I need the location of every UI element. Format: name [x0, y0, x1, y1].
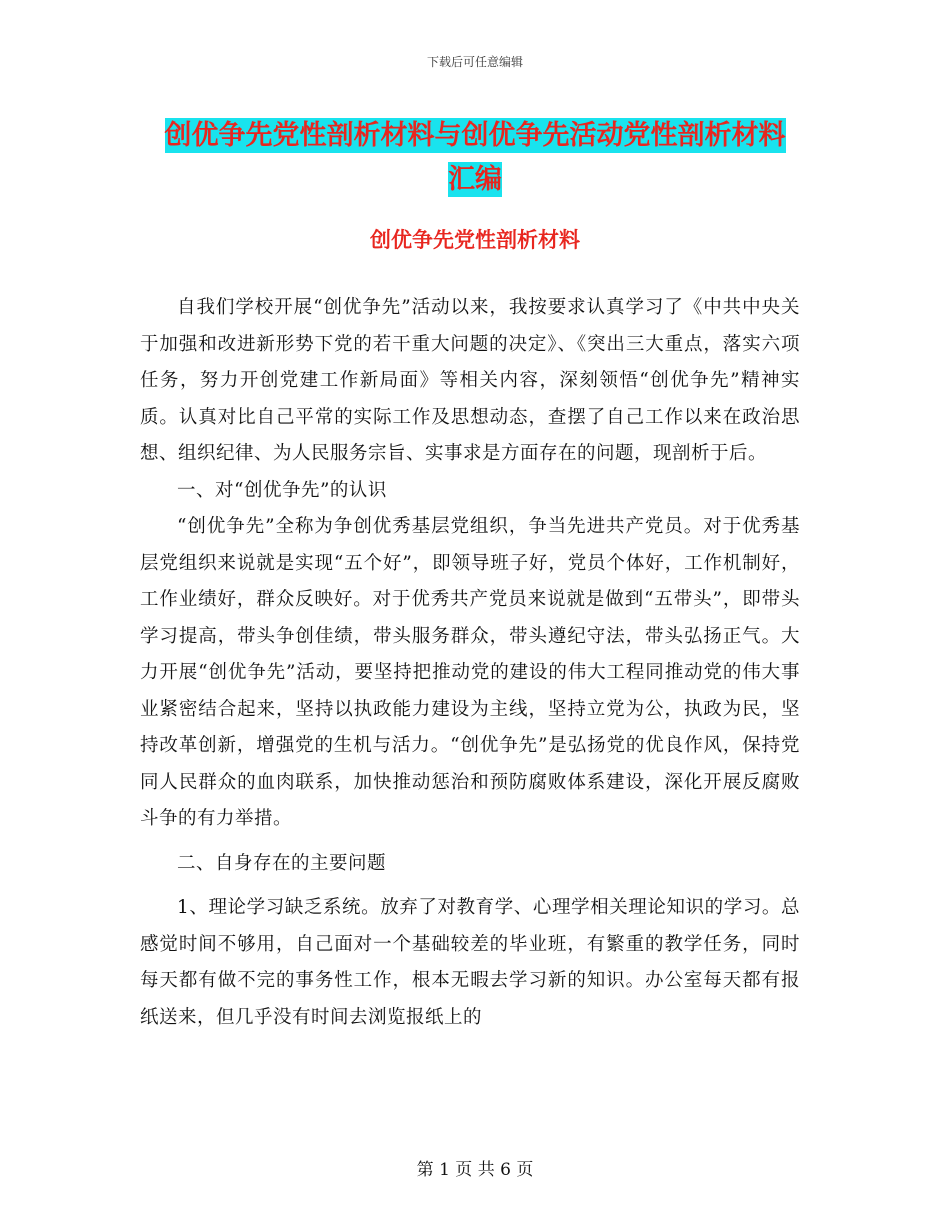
current-page-number: 1 [439, 1160, 450, 1180]
document-title-line-1 [0, 113, 950, 152]
heading-problems: 二、自身存在的主要问题 [177, 852, 387, 874]
header-note: 下载后可任意编辑 [426, 55, 523, 69]
heading-understanding: 一、对“创优争先”的认识 [177, 479, 387, 501]
paragraph-problem-1: 1、理论学习缺乏系统。放弃了对教育学、心理学相关理论知识的学习。总感觉时间不够用，自己面对一个基础较差的毕业班，有繁重的教学任务，同时每天都有做不完的事务性工作，根本无暇去学习新的知识。办公室每天都有报纸送来，但几乎没有时间去浏览报纸上的 [140, 897, 800, 1028]
paragraph-intro: 自我们学校开展“创优争先”活动以来，我按要求认真学习了《中共中央关于加强和改进新形势下党的若干重大问题的决定》、《突出三大重点，落实六项任务，努力开创党建工作新局面》等相关内容，深刻领悟“创优争先”精神实质。认真对比自己平常的实际工作及思想动态，查摆了自己工作以来在政治思想、组织纪律、为人民服务宗旨、实事求是方面存在的问题，现剖析于后。 [140, 297, 800, 464]
footer-prefix: 第 [416, 1160, 434, 1180]
page-footer [0, 1155, 950, 1180]
paragraph-understanding: “创优争先”全称为争创优秀基层党组织，争当先进共产党员。对于优秀基层党组织来说就是实现“五个好”，即领导班子好，党员个体好，工作机制好，工作业绩好，群众反映好。对于优秀共产党员来说就是做到“五带头”，即带头学习提高，带头争创佳绩，带头服务群众，带头遵纪守法，带头弘扬正气。大力开展“创优争先”活动，要坚持把推动党的建设的伟大工程同推动党的伟大事业紧密结合起来，坚持以执政能力建设为主线，坚持立党为公，执政为民，坚持改革创新，增强党的生机与活力。“创优争先”是弘扬党的优良作风，保持党同人民群众的血肉联系，加快推动惩治和预防腐败体系建设，深化开展反腐败斗争的有力举措。 [140, 516, 800, 829]
document-title-line-2 [0, 157, 950, 196]
title-highlight-2: 汇编 [448, 164, 502, 195]
footer-suffix: 页 [516, 1160, 534, 1180]
title-highlight-1: 创优争先党性剖析材料与创优争先活动党性剖析材料 [164, 120, 786, 151]
document-body [140, 290, 800, 1036]
section-title: 创优争先党性剖析材料 [370, 228, 580, 252]
total-page-number: 6 [500, 1160, 511, 1180]
footer-middle: 页 共 [455, 1160, 495, 1180]
